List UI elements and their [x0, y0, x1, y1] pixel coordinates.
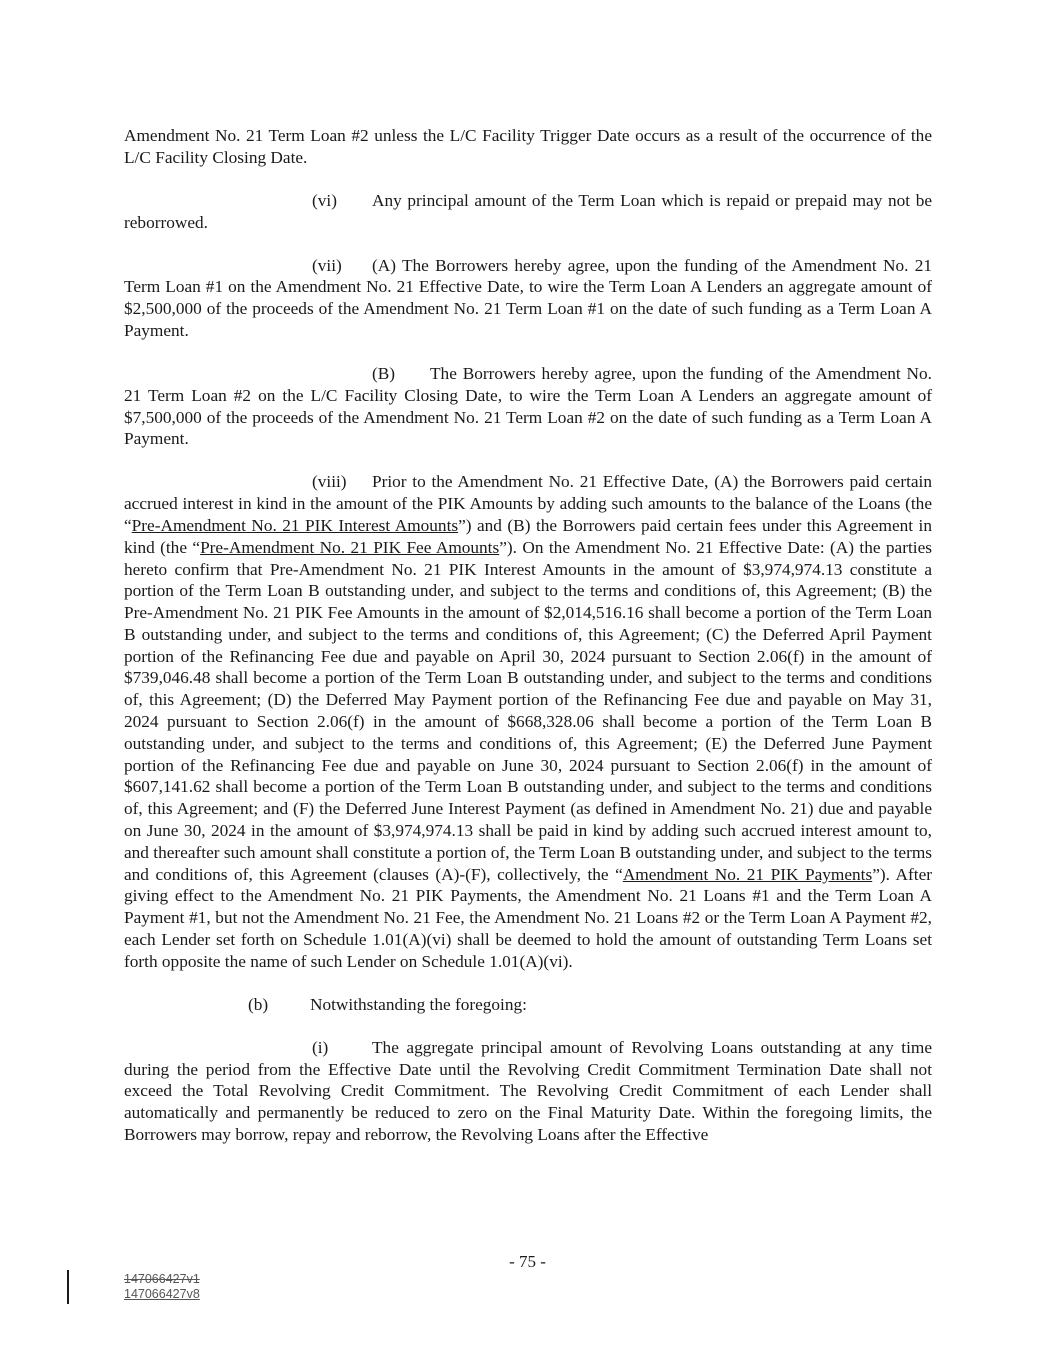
- paragraph-text: Notwithstanding the foregoing:: [310, 994, 527, 1014]
- clause-number: (b): [248, 994, 269, 1014]
- clause-number: (vii): [312, 255, 342, 275]
- document-id-new: 147066427v8: [124, 1287, 200, 1301]
- clause-number: (i): [312, 1037, 329, 1057]
- paragraph-b: [124, 994, 932, 1016]
- change-bar: [67, 1270, 69, 1304]
- paragraph-text: ”). After giving effect to the Amendment No. 21 PIK Payments, the Amendment No. 21 Loans #1 and the Term Loan A Payment #1, but not the Amendment No. 21 Fee, the Amendment No. 21 Loans #2 or the Term Loan A Payment #2, each Lender set forth on Schedule 1.01(A)(vi) shall be deemed to hold the amount of outstanding Term Loans set forth opposite the name of such Lender on Schedule 1.01(A)(vi).: [124, 864, 933, 971]
- paragraph-continuation: [124, 125, 932, 169]
- document-body: [124, 125, 932, 1146]
- paragraph-viii: [124, 471, 932, 972]
- clause-number: (viii): [312, 472, 347, 492]
- clause-number: (vi): [312, 190, 337, 210]
- defined-term: Pre-Amendment No. 21 PIK Interest Amounts: [131, 515, 459, 535]
- paragraph-text: Any principal amount of the Term Loan which is repaid or prepaid may not be reborrowed.: [124, 190, 932, 232]
- paragraph-text: Prior to the Amendment No. 21 Effective Date, (A) the Borrowers paid certain accrued interest in kind in the amount of the PIK Amounts by adding such amounts to the balance of the Loans (the “: [124, 472, 932, 535]
- paragraph-vi: [124, 190, 932, 234]
- paragraph-vii-b: [124, 363, 932, 450]
- paragraph-text: (A) The Borrowers hereby agree, upon the funding of the Amendment No. 21 Term Loan #1 on the Amendment No. 21 Effective Date, to wire the Term Loan A Lenders an aggregate amount of $2,500,000 of the proceeds of the Amendment No. 21 Term Loan #1 on the date of such funding as a Term Loan A Payment.: [124, 255, 932, 340]
- defined-term: Pre-Amendment No. 21 PIK Fee Amounts: [200, 537, 500, 557]
- clause-number: (B): [372, 363, 396, 383]
- paragraph-text: The Borrowers hereby agree, upon the funding of the Amendment No. 21 Term Loan #2 on the L/C Facility Closing Date, to wire the Term Loan A Lenders an aggregate amount of $7,500,000 of the proceeds of the Amendment No. 21 Term Loan #2 on the date of such funding as a Term Loan A Payment.: [124, 363, 932, 449]
- document-id-stamp: [124, 1272, 200, 1302]
- page-number: - 75 -: [509, 1252, 546, 1271]
- paragraph-vii: [124, 255, 932, 342]
- defined-term: Amendment No. 21 PIK Payments: [622, 864, 873, 884]
- paragraph-text: Amendment No. 21 Term Loan #2 unless the L/C Facility Trigger Date occurs as a result of the occurrence of the L/C Facility Closing Date.: [124, 126, 932, 167]
- paragraph-i: [124, 1037, 932, 1146]
- paragraph-text: The aggregate principal amount of Revolving Loans outstanding at any time during the period from the Effective Date until the Revolving Credit Commitment Termination Date shall not exceed the Total Revolving Credit Commitment. The Revolving Credit Commitment of each Lender shall automatically and permanently be reduced to zero on the Final Maturity Date. Within the foregoing limits, the Borrowers may borrow, repay and reborrow, the Revolving Loans after the Effective: [124, 1037, 932, 1144]
- document-id-old: 147066427v1: [124, 1272, 200, 1286]
- paragraph-text: ”) and (B) the Borrowers paid certain fees under this Agreement in kind (the “: [124, 515, 932, 557]
- paragraph-text: ”). On the Amendment No. 21 Effective Date: (A) the parties hereto confirm that Pre-Amendment No. 21 PIK Interest Amounts in the amount of $3,974,974.13 constitute a portion of the Term Loan B outstanding under, and subject to the terms and conditions of, this Agreement; (B) the Pre-Amendment No. 21 PIK Fee Amounts in the amount of $2,014,516.16 shall become a portion of the Term Loan B outstanding under, and subject to the terms and conditions of, this Agreement; (C) the Deferred April Payment portion of the Refinancing Fee due and payable on April 30, 2024 pursuant to Section 2.06(f) in the amount of $739,046.48 shall become a portion of the Term Loan B outstanding under, and subject to the terms and conditions of, this Agreement; (D) the Deferred May Payment portion of the Refinancing Fee due and payable on May 31, 2024 pursuant to Section 2.06(f) in the amount of $668,328.06 shall become a portion of the Term Loan B outstanding under, and subject to the terms and conditions of, this Agreement; (E) the Deferred June Payment portion of the Refinancing Fee due and payable on June 30, 2024 pursuant to Section 2.06(f) in the amount of $607,141.62 shall become a portion of the Term Loan B outstanding under, and subject to the terms and conditions of, this Agreement; and (F) the Deferred June Interest Payment (as defined in Amendment No. 21) due and payable on June 30, 2024 in the amount of $3,974,974.13 shall be paid in kind by adding such accrued interest amount to, and thereafter such amount shall constitute a portion of, the Term Loan B outstanding under, and subject to the terms and conditions of, this Agreement (clauses (A)-(F), collectively, the “: [124, 537, 932, 884]
